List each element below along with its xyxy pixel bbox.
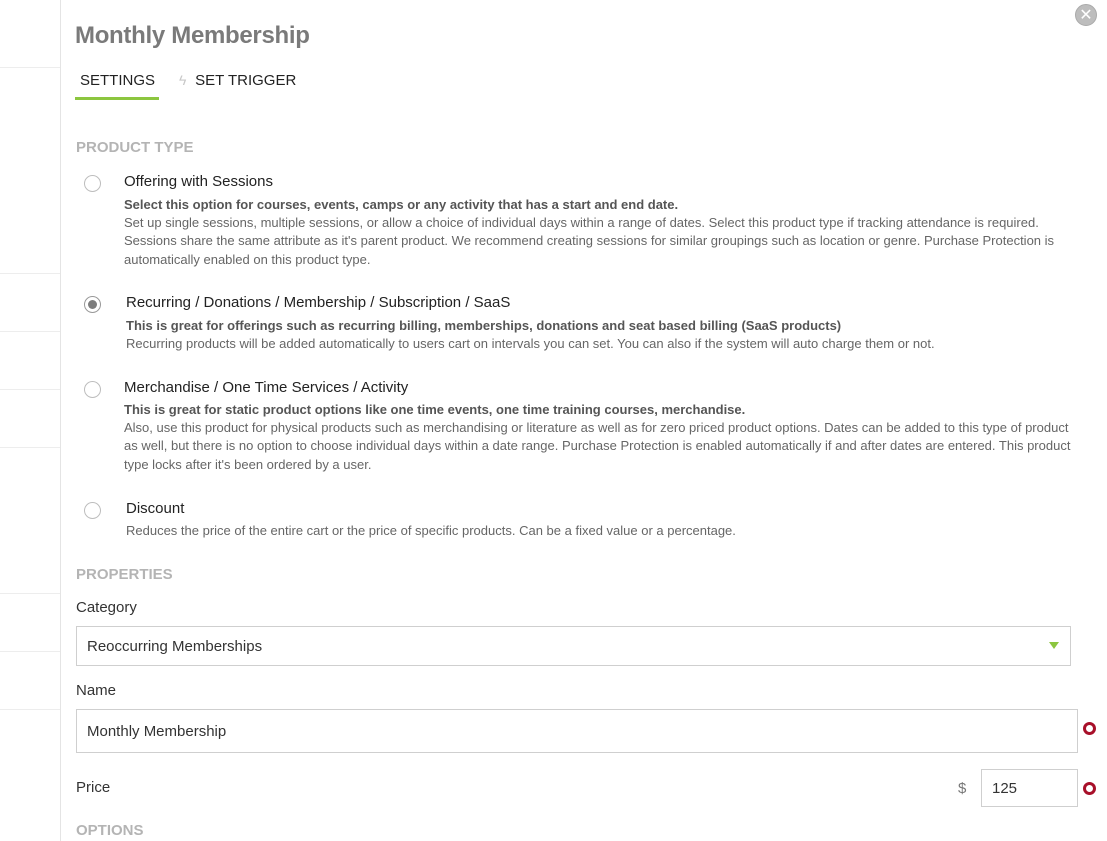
tab-settings-label: SETTINGS bbox=[80, 72, 156, 89]
radio-merchandise[interactable] bbox=[84, 381, 101, 398]
option-title: Merchandise / One Time Services / Activity bbox=[124, 379, 409, 396]
option-description: Recurring products will be added automatically to users cart on intervals you can set. You can also if the system will auto charge them or not. bbox=[126, 336, 935, 351]
price-label: Price bbox=[76, 779, 111, 796]
options-heading: OPTIONS bbox=[76, 822, 144, 839]
list-row bbox=[0, 390, 60, 448]
chevron-down-icon bbox=[1049, 642, 1059, 649]
radio-discount[interactable] bbox=[84, 502, 101, 519]
category-label: Category bbox=[76, 599, 137, 616]
close-icon: ✕ bbox=[1079, 7, 1093, 24]
radio-offering-with-sessions[interactable] bbox=[84, 175, 101, 192]
option-title: Recurring / Donations / Membership / Subscription / SaaS bbox=[126, 294, 511, 311]
option-description: Reduces the price of the entire cart or the price of specific products. Can be a fixed value or a percentage. bbox=[126, 523, 736, 538]
list-row bbox=[0, 594, 60, 652]
list-row bbox=[0, 652, 60, 710]
name-label: Name bbox=[76, 682, 117, 699]
radio-recurring[interactable] bbox=[84, 296, 101, 313]
category-selected-value: Reoccurring Memberships bbox=[87, 638, 263, 655]
close-button[interactable] bbox=[1075, 4, 1097, 26]
option-title: Offering with Sessions bbox=[124, 173, 273, 190]
tab-settings[interactable] bbox=[75, 70, 159, 100]
option-title: Discount bbox=[126, 500, 185, 517]
page-title: Monthly Membership bbox=[75, 22, 310, 49]
list-row bbox=[0, 10, 60, 68]
option-summary: This is great for offerings such as recurring billing, memberships, donations and seat based billing (SaaS products) bbox=[126, 318, 842, 333]
option-description: Also, use this product for physical products such as merchandising or literature as well as for zero priced product options. Dates can be added to this type of product as well, but there is no option to choose individual days within a date range. Purchase Protection is enabled automatically if and after dates are entered. This product type locks after it's been ordered by a user. bbox=[124, 420, 1071, 472]
required-indicator-icon bbox=[1083, 722, 1096, 735]
price-input[interactable] bbox=[981, 769, 1078, 807]
lightning-bolt-icon: ϟ bbox=[179, 72, 187, 88]
background-list-strip bbox=[0, 0, 61, 841]
option-summary: Select this option for courses, events, camps or any activity that has a start and end date. bbox=[124, 197, 679, 212]
currency-symbol: $ bbox=[958, 780, 967, 797]
option-summary: This is great for static product options like one time events, one time training courses, merchandise. bbox=[124, 402, 746, 417]
name-input[interactable] bbox=[76, 709, 1078, 753]
option-description: Set up single sessions, multiple sessions, or allow a choice of individual days within a range of dates. Select this product type if tracking attendance is required. Sessions share the same attribute as it's parent product. We recommend creating sessions for similar groupings such as location or genre. Purchase Protection is automatically enabled on this product type. bbox=[124, 215, 1055, 267]
required-indicator-icon bbox=[1083, 782, 1096, 795]
tab-set-trigger[interactable] bbox=[179, 70, 296, 97]
product-type-heading: PRODUCT TYPE bbox=[76, 139, 194, 156]
tab-set-trigger-label: SET TRIGGER bbox=[195, 72, 297, 89]
category-select[interactable] bbox=[76, 626, 1071, 666]
list-row bbox=[0, 332, 60, 390]
properties-heading: PROPERTIES bbox=[76, 566, 173, 583]
list-row bbox=[0, 536, 60, 594]
list-row bbox=[0, 216, 60, 274]
list-row bbox=[0, 274, 60, 332]
